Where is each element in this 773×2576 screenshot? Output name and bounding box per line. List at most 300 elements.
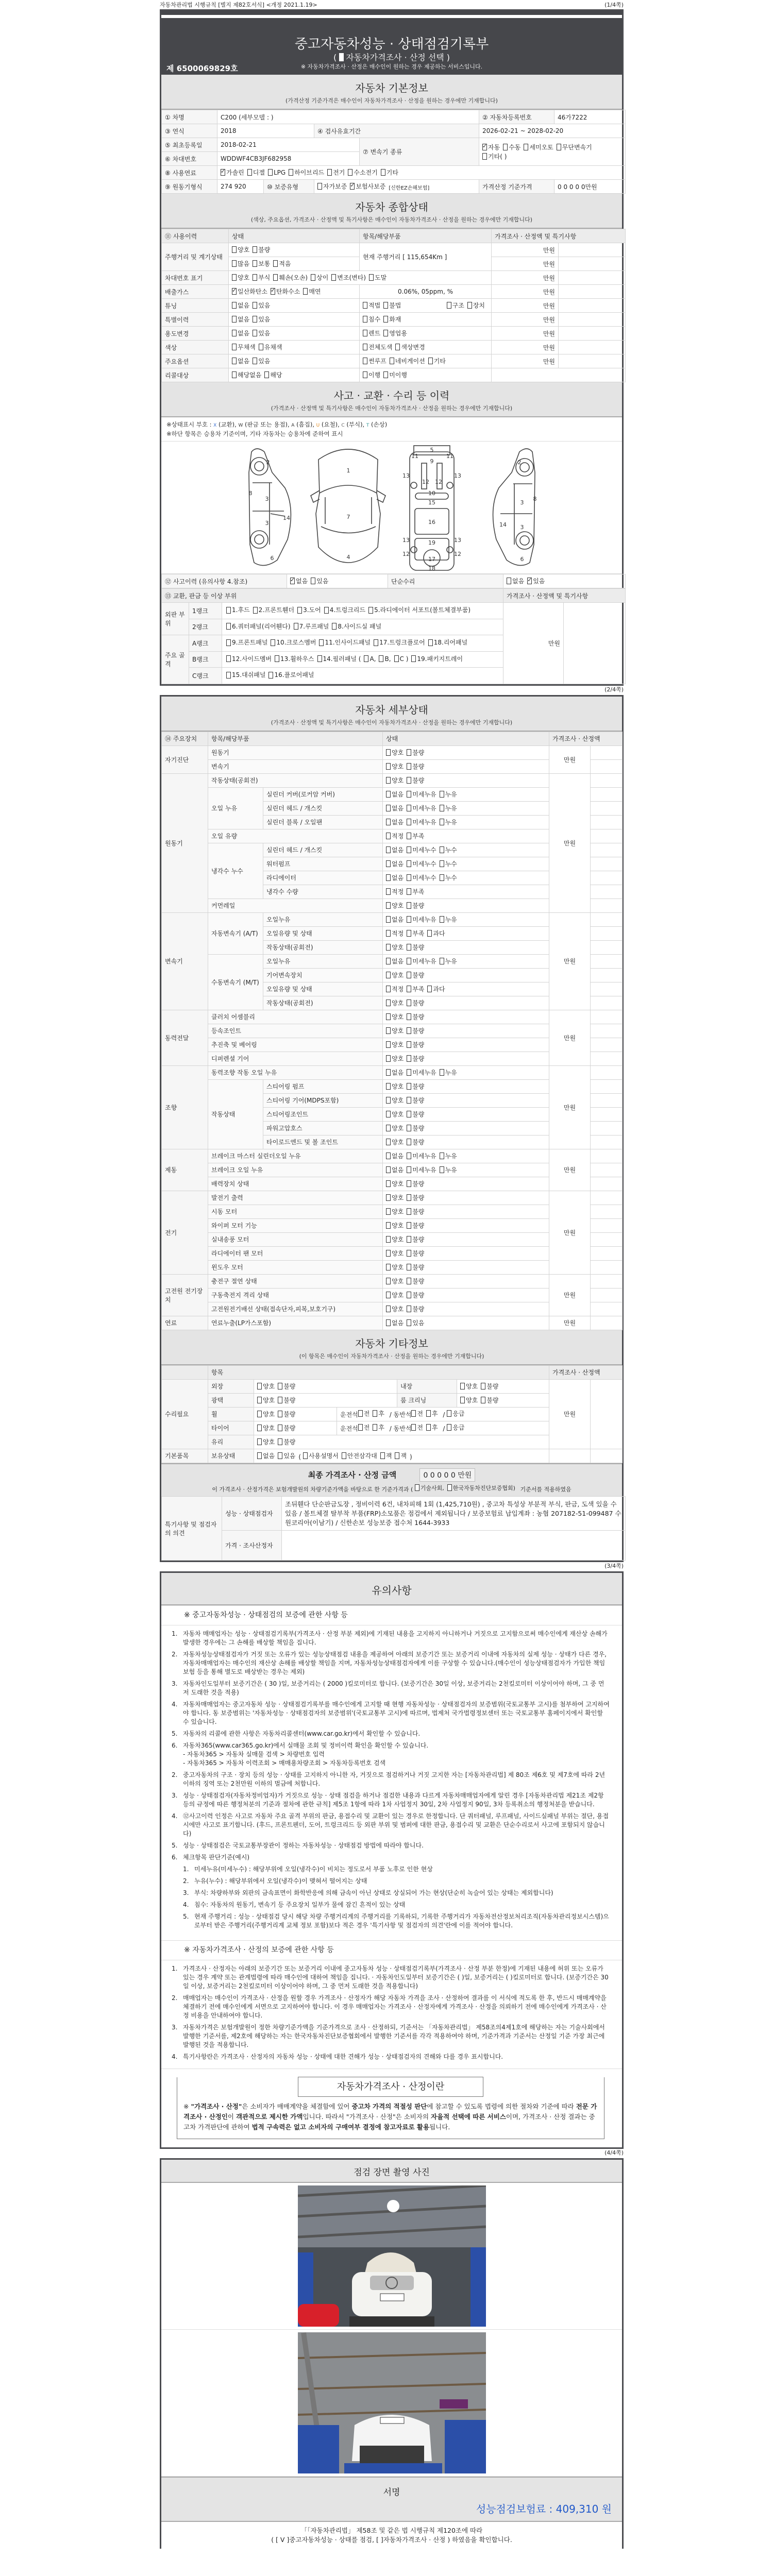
- checkbox-option[interactable]: [363, 315, 380, 324]
- checkbox-option[interactable]: [481, 1382, 498, 1391]
- checkbox-option[interactable]: [407, 873, 436, 882]
- checkbox-option[interactable]: [348, 168, 377, 177]
- checkbox-icon[interactable]: [268, 672, 273, 679]
- checkbox-icon[interactable]: [407, 1264, 411, 1270]
- checkbox-option[interactable]: [232, 370, 261, 379]
- checkbox-icon[interactable]: [386, 1013, 391, 1020]
- checkbox-option[interactable]: [350, 182, 385, 191]
- checkbox-icon[interactable]: [386, 930, 391, 937]
- checkbox-icon[interactable]: [386, 986, 391, 992]
- checkbox-icon[interactable]: [407, 944, 411, 951]
- checkbox-icon[interactable]: [447, 1484, 452, 1491]
- checkbox-option[interactable]: [380, 1451, 392, 1460]
- checkbox-option[interactable]: [386, 1054, 404, 1063]
- checkbox-option[interactable]: [226, 654, 272, 664]
- checkbox-icon[interactable]: [386, 833, 391, 839]
- checkbox-option[interactable]: [386, 804, 404, 812]
- checkbox-icon[interactable]: [386, 972, 391, 978]
- checkbox-option[interactable]: [440, 859, 457, 868]
- checkbox-option[interactable]: [303, 1451, 339, 1460]
- checkbox-option[interactable]: [386, 957, 404, 965]
- checkbox-icon[interactable]: [481, 1383, 485, 1389]
- checkbox-option[interactable]: [232, 301, 249, 310]
- checkbox-icon[interactable]: [426, 1410, 431, 1417]
- checkbox-option[interactable]: [386, 1026, 404, 1035]
- checkbox-option[interactable]: [374, 637, 425, 648]
- checkbox-icon[interactable]: [363, 344, 367, 350]
- checkbox-option[interactable]: [257, 1410, 275, 1418]
- checkbox-icon[interactable]: [428, 358, 433, 364]
- checkbox-option[interactable]: [557, 143, 592, 151]
- checkbox-option[interactable]: [257, 1437, 275, 1446]
- checkbox-option[interactable]: [386, 1221, 404, 1230]
- checkbox-icon[interactable]: [407, 1153, 411, 1159]
- checkbox-icon[interactable]: [303, 288, 308, 295]
- checkbox-icon[interactable]: [278, 1452, 282, 1459]
- checkbox-icon[interactable]: [232, 344, 237, 350]
- checkbox-icon[interactable]: [447, 1424, 451, 1431]
- checkbox-icon[interactable]: [386, 1208, 391, 1215]
- checkbox-option[interactable]: [407, 985, 424, 993]
- checkbox-option[interactable]: [368, 605, 470, 615]
- checkbox-icon[interactable]: [407, 1069, 411, 1076]
- checkbox-option[interactable]: [386, 971, 404, 979]
- checkbox-option[interactable]: [407, 1110, 424, 1118]
- checkbox-option[interactable]: [390, 357, 425, 365]
- checkbox-option[interactable]: [428, 637, 467, 648]
- checkbox-option[interactable]: [394, 654, 409, 664]
- checkbox-option[interactable]: [527, 577, 545, 585]
- checkbox-icon[interactable]: [386, 902, 391, 909]
- checkbox-icon[interactable]: [363, 302, 367, 309]
- checkbox-icon[interactable]: [303, 1452, 308, 1459]
- checkbox-icon[interactable]: [407, 986, 411, 992]
- checkbox-icon[interactable]: [407, 888, 411, 895]
- checkbox-icon[interactable]: [407, 1180, 411, 1187]
- checkbox-option[interactable]: [428, 357, 446, 365]
- checkbox-icon[interactable]: [503, 144, 508, 150]
- checkbox-option[interactable]: [232, 343, 256, 351]
- checkbox-icon[interactable]: [232, 371, 237, 378]
- checkbox-option[interactable]: [407, 1012, 424, 1021]
- checkbox-option[interactable]: [440, 818, 457, 826]
- checkbox-icon[interactable]: [407, 833, 411, 839]
- checkbox-option[interactable]: [379, 654, 391, 664]
- checkbox-option[interactable]: [407, 804, 436, 812]
- checkbox-icon[interactable]: [253, 330, 257, 336]
- checkbox-option[interactable]: [259, 343, 282, 351]
- checkbox-icon[interactable]: [257, 1397, 262, 1403]
- checkbox-icon[interactable]: [363, 371, 367, 378]
- checkbox-icon[interactable]: [232, 316, 237, 323]
- checkbox-icon[interactable]: [407, 1055, 411, 1062]
- checkbox-option[interactable]: [247, 168, 265, 177]
- checkbox-icon[interactable]: [247, 169, 252, 176]
- checkbox-icon[interactable]: [386, 874, 391, 881]
- checkbox-icon[interactable]: [386, 749, 391, 756]
- checkbox-icon[interactable]: [407, 1306, 411, 1312]
- checkbox-option[interactable]: [278, 1410, 295, 1418]
- checkbox-option[interactable]: [407, 845, 436, 854]
- checkbox-option[interactable]: [332, 621, 381, 632]
- checkbox-icon[interactable]: [264, 371, 269, 378]
- checkbox-option[interactable]: [447, 1484, 515, 1492]
- checkbox-option[interactable]: [415, 1484, 444, 1492]
- checkbox-icon[interactable]: [273, 274, 278, 281]
- checkbox-option[interactable]: [386, 859, 404, 868]
- checkbox-option[interactable]: [524, 143, 553, 151]
- checkbox-option[interactable]: [383, 370, 407, 379]
- checkbox-option[interactable]: [232, 273, 249, 282]
- checkbox-option[interactable]: [386, 985, 404, 993]
- checkbox-option[interactable]: [407, 915, 436, 924]
- checkbox-icon[interactable]: [386, 1236, 391, 1243]
- checkbox-option[interactable]: [407, 776, 424, 785]
- checkbox-option[interactable]: [407, 1235, 424, 1244]
- checkbox-option[interactable]: [232, 245, 249, 254]
- checkbox-option[interactable]: [253, 605, 294, 615]
- checkbox-icon[interactable]: [297, 607, 302, 614]
- checkbox-option[interactable]: [407, 790, 436, 799]
- checkbox-icon[interactable]: [253, 260, 257, 267]
- checkbox-option[interactable]: [386, 1291, 404, 1299]
- checkbox-option[interactable]: [440, 1165, 457, 1174]
- checkbox-icon[interactable]: [386, 1041, 391, 1048]
- checkbox-icon[interactable]: [407, 1125, 411, 1131]
- checkbox-option[interactable]: [303, 287, 321, 296]
- checkbox-option[interactable]: [481, 1396, 498, 1404]
- checkbox-icon[interactable]: [394, 655, 399, 662]
- checkbox-option[interactable]: [232, 329, 249, 337]
- checkbox-option[interactable]: [363, 329, 380, 337]
- checkbox-option[interactable]: [383, 315, 401, 324]
- checkbox-option[interactable]: [386, 776, 404, 785]
- checkbox-option[interactable]: [232, 287, 267, 296]
- checkbox-icon[interactable]: [271, 639, 275, 646]
- checkbox-option[interactable]: [407, 1054, 424, 1063]
- checkbox-option[interactable]: [319, 637, 371, 648]
- checkbox-option[interactable]: [278, 1382, 295, 1391]
- checkbox-option[interactable]: [327, 168, 345, 177]
- checked-box-icon[interactable]: [232, 288, 237, 295]
- checkbox-icon[interactable]: [427, 986, 432, 992]
- checkbox-option[interactable]: [407, 1318, 424, 1327]
- checkbox-icon[interactable]: [363, 316, 367, 323]
- checkbox-icon[interactable]: [383, 330, 388, 336]
- checkbox-icon[interactable]: [386, 777, 391, 784]
- checkbox-icon[interactable]: [407, 902, 411, 909]
- checked-box-icon[interactable]: [271, 288, 275, 295]
- checkbox-icon[interactable]: [386, 958, 391, 964]
- checkbox-option[interactable]: [232, 357, 249, 365]
- checkbox-icon[interactable]: [226, 607, 231, 614]
- checkbox-icon[interactable]: [507, 578, 511, 584]
- checkbox-option[interactable]: [278, 1451, 295, 1460]
- checkbox-icon[interactable]: [407, 819, 411, 825]
- checkbox-icon[interactable]: [253, 246, 257, 253]
- checkbox-option[interactable]: [407, 1263, 424, 1272]
- checkbox-icon[interactable]: [427, 930, 432, 937]
- checkbox-icon[interactable]: [440, 958, 444, 964]
- checkbox-icon[interactable]: [411, 655, 416, 662]
- checkbox-icon[interactable]: [386, 1069, 391, 1076]
- checkbox-option[interactable]: [407, 1082, 424, 1091]
- checkbox-icon[interactable]: [440, 846, 444, 853]
- checkbox-option[interactable]: [386, 818, 404, 826]
- checkbox-icon[interactable]: [317, 655, 322, 662]
- checkbox-icon[interactable]: [386, 1264, 391, 1270]
- checkbox-option[interactable]: [386, 762, 404, 771]
- checkbox-icon[interactable]: [395, 1452, 399, 1459]
- checkbox-option[interactable]: [407, 971, 424, 979]
- checked-box-icon[interactable]: [221, 169, 225, 176]
- checkbox-option[interactable]: [386, 915, 404, 924]
- checkbox-icon[interactable]: [411, 1410, 416, 1417]
- checkbox-option[interactable]: [317, 182, 347, 191]
- checkbox-icon[interactable]: [386, 1278, 391, 1284]
- checkbox-icon[interactable]: [415, 1484, 419, 1491]
- checkbox-option[interactable]: [407, 929, 424, 938]
- checkbox-icon[interactable]: [386, 1083, 391, 1090]
- checkbox-icon[interactable]: [383, 316, 388, 323]
- checkbox-icon[interactable]: [440, 860, 444, 867]
- checkbox-icon[interactable]: [440, 1153, 444, 1159]
- checkbox-icon[interactable]: [386, 999, 391, 1006]
- checkbox-option[interactable]: [503, 143, 520, 151]
- checkbox-option[interactable]: [253, 357, 270, 365]
- checkbox-option[interactable]: [275, 654, 314, 664]
- checkbox-option[interactable]: [407, 1207, 424, 1216]
- checkbox-icon[interactable]: [373, 1410, 377, 1417]
- checkbox-icon[interactable]: [407, 749, 411, 756]
- checkbox-option[interactable]: [386, 1068, 404, 1077]
- checkbox-option[interactable]: [427, 929, 445, 938]
- checkbox-option[interactable]: [386, 1082, 404, 1091]
- checkbox-icon[interactable]: [386, 1319, 391, 1326]
- checkbox-option[interactable]: [427, 985, 445, 993]
- checkbox-option[interactable]: [383, 329, 407, 337]
- checkbox-icon[interactable]: [386, 1292, 391, 1298]
- checkbox-icon[interactable]: [447, 1410, 451, 1417]
- checkbox-icon[interactable]: [407, 930, 411, 937]
- checkbox-icon[interactable]: [232, 358, 237, 364]
- checkbox-icon[interactable]: [253, 274, 257, 281]
- checkbox-option[interactable]: [386, 1263, 404, 1272]
- checkbox-option[interactable]: [226, 605, 250, 615]
- checkbox-icon[interactable]: [386, 791, 391, 798]
- checkbox-icon[interactable]: [386, 860, 391, 867]
- checkbox-icon[interactable]: [407, 1166, 411, 1173]
- checkbox-icon[interactable]: [386, 1153, 391, 1159]
- checkbox-icon[interactable]: [278, 1438, 282, 1445]
- checkbox-option[interactable]: [317, 654, 361, 664]
- checkbox-option[interactable]: [407, 1249, 424, 1258]
- checkbox-option[interactable]: [363, 301, 380, 310]
- checkbox-option[interactable]: [257, 1451, 275, 1460]
- checkbox-option[interactable]: [440, 957, 457, 965]
- checkbox-icon[interactable]: [386, 1166, 391, 1173]
- checkbox-icon[interactable]: [386, 888, 391, 895]
- checkbox-icon[interactable]: [440, 916, 444, 923]
- checkbox-icon[interactable]: [482, 153, 487, 160]
- checkbox-icon[interactable]: [407, 958, 411, 964]
- checkbox-icon[interactable]: [380, 1452, 385, 1459]
- checkbox-option[interactable]: [407, 859, 436, 868]
- checkbox-icon[interactable]: [386, 1055, 391, 1062]
- checkbox-icon[interactable]: [253, 358, 257, 364]
- checkbox-option[interactable]: [386, 845, 404, 854]
- checkbox-option[interactable]: [386, 748, 404, 757]
- checkbox-option[interactable]: [386, 1207, 404, 1216]
- checkbox-icon[interactable]: [407, 916, 411, 923]
- checkbox-icon[interactable]: [358, 1424, 363, 1431]
- checkbox-icon[interactable]: [348, 169, 352, 176]
- checkbox-icon[interactable]: [407, 1292, 411, 1298]
- checkbox-option[interactable]: [407, 1124, 424, 1132]
- checkbox-option[interactable]: [257, 1423, 275, 1432]
- checkbox-icon[interactable]: [467, 302, 472, 309]
- checkbox-option[interactable]: [395, 1451, 407, 1460]
- checkbox-option[interactable]: [253, 329, 270, 337]
- checkbox-icon[interactable]: [259, 344, 263, 350]
- checkbox-icon[interactable]: [407, 1139, 411, 1145]
- checkbox-icon[interactable]: [386, 1250, 391, 1257]
- checkbox-option[interactable]: [386, 929, 404, 938]
- checkbox-option[interactable]: [407, 1277, 424, 1285]
- checkbox-icon[interactable]: [407, 846, 411, 853]
- checkbox-icon[interactable]: [253, 607, 258, 614]
- checkbox-icon[interactable]: [407, 1278, 411, 1284]
- checkbox-option[interactable]: [386, 1179, 404, 1188]
- checkbox-icon[interactable]: [358, 1410, 363, 1417]
- checkbox-option[interactable]: [386, 1110, 404, 1118]
- checkbox-option[interactable]: [395, 343, 425, 351]
- checkbox-option[interactable]: [386, 887, 404, 896]
- checkbox-option[interactable]: [407, 1138, 424, 1146]
- checkbox-icon[interactable]: [386, 1027, 391, 1034]
- checkbox-icon[interactable]: [386, 846, 391, 853]
- checkbox-option[interactable]: [253, 315, 270, 324]
- checkbox-option[interactable]: [294, 621, 329, 632]
- checkbox-icon[interactable]: [386, 1306, 391, 1312]
- checkbox-option[interactable]: [324, 605, 365, 615]
- checkbox-option[interactable]: [253, 245, 270, 254]
- checkbox-icon[interactable]: [440, 1069, 444, 1076]
- checkbox-icon[interactable]: [407, 874, 411, 881]
- checkbox-icon[interactable]: [364, 655, 368, 662]
- checkbox-option[interactable]: [386, 1138, 404, 1146]
- checkbox-option[interactable]: [507, 577, 524, 585]
- checkbox-option[interactable]: [381, 168, 398, 177]
- checkbox-icon[interactable]: [278, 1425, 282, 1431]
- checkbox-icon[interactable]: [232, 274, 237, 281]
- checkbox-option[interactable]: [226, 621, 291, 632]
- checkbox-icon[interactable]: [278, 1383, 282, 1389]
- checkbox-icon[interactable]: [407, 1222, 411, 1229]
- checkbox-icon[interactable]: [273, 260, 278, 267]
- checkbox-icon[interactable]: [440, 805, 444, 811]
- checkbox-icon[interactable]: [386, 1097, 391, 1104]
- checkbox-icon[interactable]: [428, 639, 433, 646]
- checkbox-icon[interactable]: [381, 169, 385, 176]
- checkbox-icon[interactable]: [407, 777, 411, 784]
- checkbox-option[interactable]: [364, 654, 376, 664]
- checkbox-icon[interactable]: [481, 1397, 485, 1403]
- checkbox-option[interactable]: [278, 1423, 295, 1432]
- checkbox-option[interactable]: [407, 1096, 424, 1105]
- checkbox-option[interactable]: [407, 762, 424, 771]
- checkbox-option[interactable]: [253, 273, 270, 282]
- checkbox-option[interactable]: [311, 273, 328, 282]
- checkbox-icon[interactable]: [294, 623, 298, 630]
- checkbox-icon[interactable]: [460, 1383, 465, 1389]
- checkbox-icon[interactable]: [232, 260, 237, 267]
- checkbox-option[interactable]: [268, 169, 285, 176]
- checkbox-option[interactable]: [297, 605, 321, 615]
- checkbox-icon[interactable]: [232, 246, 237, 253]
- checkbox-icon[interactable]: [253, 302, 257, 309]
- checkbox-icon[interactable]: [557, 144, 561, 150]
- checkbox-icon[interactable]: [373, 1424, 377, 1431]
- checkbox-icon[interactable]: [363, 330, 367, 336]
- checkbox-option[interactable]: [386, 1304, 404, 1313]
- checkbox-icon[interactable]: [440, 791, 444, 798]
- checkbox-option[interactable]: [386, 1165, 404, 1174]
- checkbox-icon[interactable]: [226, 672, 231, 679]
- checkbox-option[interactable]: [407, 1193, 424, 1202]
- checkbox-icon[interactable]: [232, 302, 237, 309]
- checkbox-option[interactable]: [411, 654, 463, 664]
- checkbox-option[interactable]: [331, 273, 366, 282]
- checkbox-icon[interactable]: [386, 916, 391, 923]
- checkbox-option[interactable]: [407, 832, 424, 840]
- checkbox-option[interactable]: [407, 1068, 436, 1077]
- checkbox-option[interactable]: [440, 915, 457, 924]
- checkbox-option[interactable]: [386, 790, 404, 799]
- checkbox-option[interactable]: [386, 873, 404, 882]
- checkbox-option[interactable]: [440, 1068, 457, 1077]
- checkbox-option[interactable]: [482, 143, 500, 151]
- checkbox-option[interactable]: [386, 1040, 404, 1049]
- checkbox-icon[interactable]: [311, 274, 315, 281]
- checkbox-icon[interactable]: [232, 330, 237, 336]
- checked-box-icon[interactable]: [350, 183, 355, 190]
- checkbox-option[interactable]: [386, 998, 404, 1007]
- checkbox-icon[interactable]: [440, 819, 444, 825]
- checkbox-icon[interactable]: [379, 655, 383, 662]
- checkbox-option[interactable]: [407, 1165, 436, 1174]
- checkbox-icon[interactable]: [386, 1180, 391, 1187]
- checkbox-icon[interactable]: [407, 1013, 411, 1020]
- checkbox-icon[interactable]: [257, 1425, 262, 1431]
- checkbox-option[interactable]: [386, 1124, 404, 1132]
- checkbox-option[interactable]: [278, 1396, 295, 1404]
- checkbox-icon[interactable]: [278, 1397, 282, 1403]
- checkbox-option[interactable]: [407, 1026, 424, 1035]
- checkbox-option[interactable]: [253, 259, 270, 268]
- checkbox-option[interactable]: [290, 577, 308, 585]
- checkbox-option[interactable]: [257, 1396, 275, 1404]
- checkbox-option[interactable]: [440, 804, 457, 812]
- checkbox-icon[interactable]: [317, 183, 322, 190]
- checkbox-option[interactable]: [407, 748, 424, 757]
- checkbox-icon[interactable]: [226, 623, 231, 630]
- checkbox-icon[interactable]: [386, 944, 391, 951]
- checkbox-icon[interactable]: [311, 578, 315, 584]
- checkbox-icon[interactable]: [386, 1139, 391, 1145]
- checkbox-icon[interactable]: [386, 819, 391, 825]
- checkbox-option[interactable]: [386, 1235, 404, 1244]
